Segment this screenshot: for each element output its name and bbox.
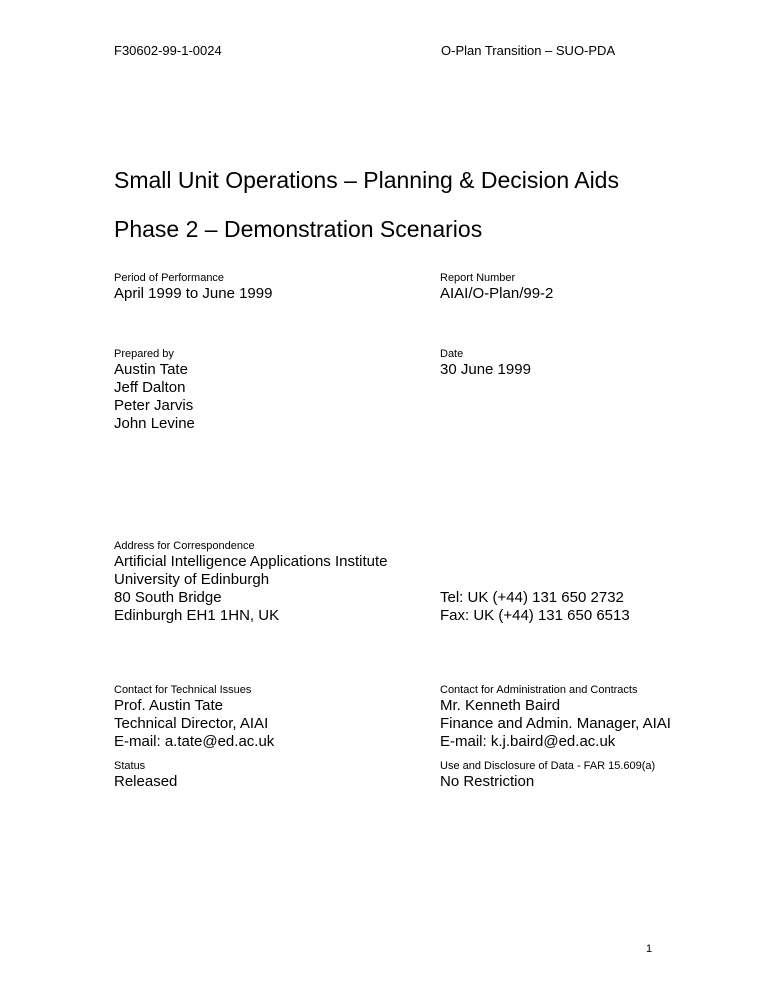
document-subtitle: Phase 2 – Demonstration Scenarios xyxy=(114,216,483,242)
address-line: University of Edinburgh xyxy=(114,571,270,588)
prepared-label: Prepared by xyxy=(114,348,174,360)
contact-phones xyxy=(440,589,630,625)
admin-contact-role: Finance and Admin. Manager, AIAI xyxy=(440,715,671,732)
technical-contact-block xyxy=(114,697,274,751)
author-name: Jeff Dalton xyxy=(114,379,186,396)
fax: Fax: UK (+44) 131 650 6513 xyxy=(440,607,630,624)
address-label: Address for Correspondence xyxy=(114,540,255,552)
address-line: Edinburgh EH1 1HN, UK xyxy=(114,607,280,624)
technical-contact-name: Prof. Austin Tate xyxy=(114,697,223,714)
document-title: Small Unit Operations – Planning & Decision Aids xyxy=(114,167,619,193)
date-label: Date xyxy=(440,348,464,360)
disclosure-value: No Restriction xyxy=(440,773,535,790)
disclosure-label: Use and Disclosure of Data - FAR 15.609(a) xyxy=(440,760,656,772)
admin-contact-block xyxy=(440,697,671,751)
report-value: AIAI/O-Plan/99-2 xyxy=(440,285,554,302)
report-label: Report Number xyxy=(440,272,516,284)
address-line: 80 South Bridge xyxy=(114,589,222,606)
technical-contact-label: Contact for Technical Issues xyxy=(114,684,252,696)
telephone: Tel: UK (+44) 131 650 2732 xyxy=(440,589,624,606)
period-value: April 1999 to June 1999 xyxy=(114,285,273,302)
author-name: Austin Tate xyxy=(114,361,188,378)
address-line: Artificial Intelligence Applications Institute xyxy=(114,553,388,570)
period-label: Period of Performance xyxy=(114,272,225,284)
header-doc-number: F30602-99-1-0024 xyxy=(114,43,222,58)
technical-contact-role: Technical Director, AIAI xyxy=(114,715,269,732)
admin-contact-email: E-mail: k.j.baird@ed.ac.uk xyxy=(440,733,616,750)
admin-contact-label: Contact for Administration and Contracts xyxy=(440,684,638,696)
admin-contact-name: Mr. Kenneth Baird xyxy=(440,697,561,714)
status-value: Released xyxy=(114,773,178,790)
prepared-names xyxy=(114,361,195,433)
technical-contact-email: E-mail: a.tate@ed.ac.uk xyxy=(114,733,275,750)
address-block xyxy=(114,553,387,625)
status-label: Status xyxy=(114,760,146,772)
author-name: John Levine xyxy=(114,415,195,432)
date-value: 30 June 1999 xyxy=(440,361,531,378)
author-name: Peter Jarvis xyxy=(114,397,194,414)
page-number: 1 xyxy=(646,943,653,955)
header-project: O-Plan Transition – SUO-PDA xyxy=(441,43,616,58)
